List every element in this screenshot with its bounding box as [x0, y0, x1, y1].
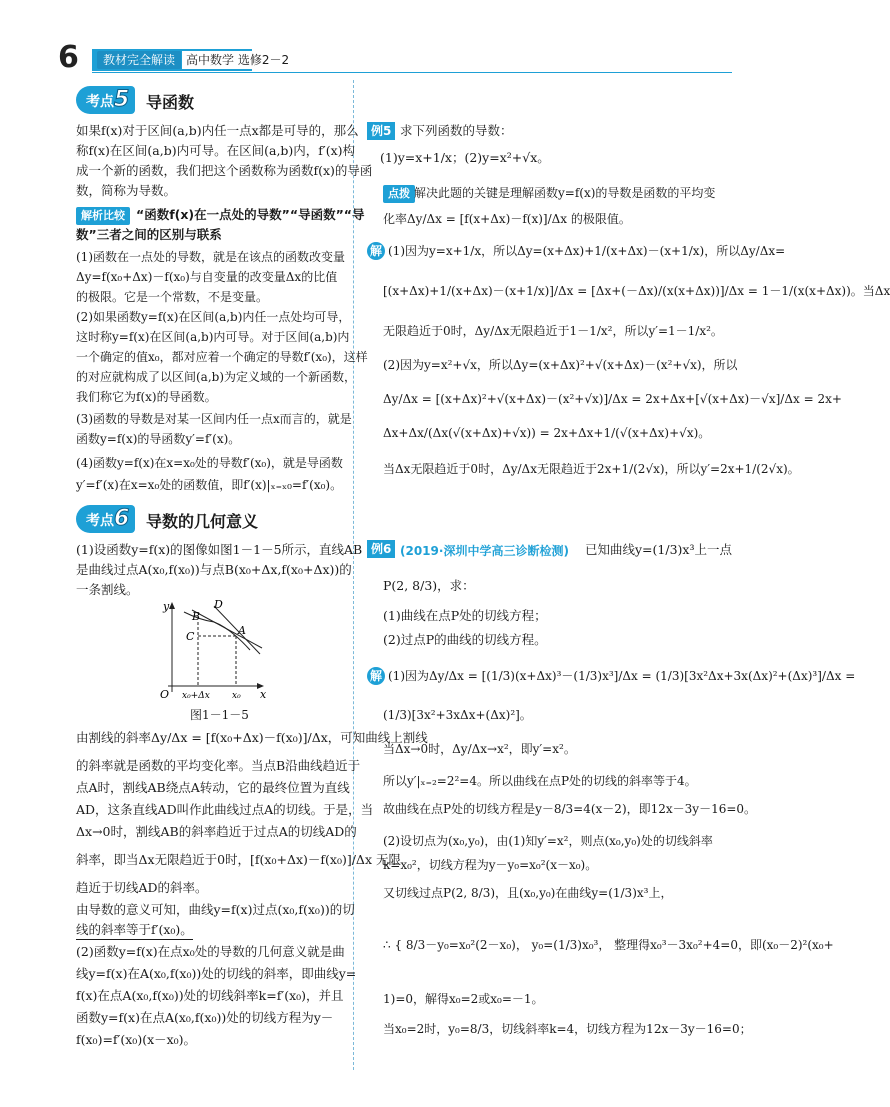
para-line: 线的斜率等于f′(x₀)。 — [76, 920, 193, 940]
para-line: 如果f(x)对于区间(a,b)内任一点x都是可导的，那么 — [76, 123, 359, 138]
label-d: D — [214, 598, 223, 611]
tick-x0-dx: x₀+Δx — [182, 691, 210, 701]
para-line: 一条割线。 — [76, 582, 139, 597]
header-subject: 高中数学 选修2－2 — [182, 51, 293, 69]
para-line: 称f(x)在区间(a,b)内可导。在区间(a,b)内，f′(x)构 — [76, 143, 356, 158]
example-6-question: P(2, 8/3)，求： — [383, 578, 475, 593]
para-line: AD，这条直线AD叫作此曲线过点A的切线。于是，当 — [76, 802, 374, 817]
solution-line: 故曲线在点P处的切线方程是y－8/3=4(x－2)，即12x－3y－16=0。 — [383, 802, 757, 816]
label-c: C — [186, 630, 195, 643]
solution-line: (2)因为y=x²+√x，所以Δy=(x+Δx)²+√(x+Δx)－(x²+√x)，所以 — [383, 358, 738, 372]
example-6-source: (2019·深圳中学高三诊断检测) — [400, 544, 569, 558]
solution-line: 当Δx→0时，Δy/Δx→x²，即y′=x²。 — [383, 742, 576, 756]
para-line: 点A时，割线AB绕点A转动，它的最终位置为直线 — [76, 780, 350, 795]
solution-5-tag: 解 — [367, 242, 385, 260]
compare-title: 数”三者之间的区别与联系 — [76, 227, 222, 242]
para-line: (1)设函数y=f(x)的图像如图1－1－5所示，直线AB — [76, 542, 363, 557]
compare-tag: 解析比较 — [76, 207, 130, 225]
compare-item: (1)函数在一点处的导数，就是在该点的函数改变量 — [76, 250, 345, 264]
solution-line: k=x₀²，切线方程为y－y₀=x₀²(x－x₀)。 — [383, 858, 598, 872]
para-line: (2)函数y=f(x)在点x₀处的导数的几何意义就是曲 — [76, 944, 345, 959]
solution-line: (2)设切点为(x₀,y₀)，由(1)知y′=x²，则点(x₀,y₀)处的切线斜率 — [383, 834, 713, 848]
hint-line: 化率Δy/Δx = [f(x+Δx)－f(x)]/Δx 的极限值。 — [383, 212, 631, 226]
compare-item: (4)函数y=f(x)在x=x₀处的导数f′(x₀)，就是导函数 — [76, 456, 343, 470]
example-5-question: 求下列函数的导数： — [400, 123, 513, 138]
solution-line: Δy/Δx = [(x+Δx)²+√(x+Δx)－(x²+√x)]/Δx = 2x+Δx+[√(x+Δx)－√x]/Δx = 2x+ — [383, 392, 842, 406]
header-rule — [92, 72, 732, 73]
label-a: A — [238, 624, 246, 637]
example-5-items: (1)y=x+1/x；(2)y=x²+√x。 — [380, 150, 550, 165]
compare-item: Δy=f(x₀+Δx)－f(x₀)与自变量的改变量Δx的比值 — [76, 270, 338, 284]
solution-line: (1)因为y=x+1/x，所以Δy=(x+Δx)+1/(x+Δx)－(x+1/x)，所以Δy/Δx= — [388, 244, 786, 258]
compare-item: 这时称y=f(x)在区间(a,b)内可导。对于区间(a,b)内 — [76, 330, 350, 344]
header-book-title: 教材完全解读 — [97, 51, 181, 69]
para-line: 由导数的意义可知，曲线y=f(x)过点(x₀,f(x₀))的切 — [76, 902, 355, 917]
para-line: 由割线的斜率Δy/Δx = [f(x₀+Δx)－f(x₀)]/Δx，可知曲线上割线 — [76, 730, 428, 745]
label-b: B — [192, 610, 201, 623]
solution-line: 又切线过点P(2, 8/3)，且(x₀,y₀)在曲线y=(1/3)x³上， — [383, 886, 673, 900]
solution-line: (1)因为Δy/Δx = [(1/3)(x+Δx)³－(1/3)x³]/Δx = (1/3)[3x²Δx+3x(Δx)²+(Δx)³]/Δx = — [388, 669, 856, 683]
hint-line: 解决此题的关键是理解函数y=f(x)的导数是函数的平均变 — [414, 186, 716, 200]
solution-line: Δx+Δx/(Δx(√(x+Δx)+√x)) = 2x+Δx+1/(√(x+Δx)+√x)。 — [383, 426, 711, 440]
section-badge-5: 考点5 — [76, 86, 135, 114]
section-badge-6: 考点6 — [76, 505, 135, 533]
figure-secant-tangent — [150, 600, 280, 700]
compare-item: 的极限。它是一个常数，不是变量。 — [76, 290, 269, 304]
solution-line: 当x₀=2时，y₀=8/3，切线斜率k=4，切线方程为12x－3y－16=0； — [383, 1022, 752, 1036]
para-line: 是曲线过点A(x₀,f(x₀))与点B(x₀+Δx,f(x₀+Δx))的 — [76, 562, 352, 577]
tangent-AD — [214, 606, 260, 654]
para-line: 数，简称为导数。 — [76, 183, 177, 198]
y-axis-arrow — [169, 602, 175, 609]
solution-line: [(x+Δx)+1/(x+Δx)－(x+1/x)]/Δx = [Δx+(－Δx)/(x(x+Δx))]/Δx = 1－1/(x(x+Δx))。当Δx — [383, 284, 890, 298]
hint-tag: 点拨 — [383, 185, 415, 203]
para-line: 的斜率就是函数的平均变化率。当点B沿曲线趋近于 — [76, 758, 361, 773]
para-line: f(x)在点A(x₀,f(x₀))处的切线斜率k=f′(x₀)，并且 — [76, 988, 344, 1003]
page-number: 6 — [58, 40, 79, 75]
compare-item: 我们称它为f(x)的导函数。 — [76, 390, 217, 404]
compare-item: 函数y=f(x)的导函数y′=f′(x)。 — [76, 432, 241, 446]
compare-item: 的对应就构成了以区间(a,b)为定义域的一个新函数， — [76, 370, 357, 384]
example-6-question: (2)过点P的曲线的切线方程。 — [383, 632, 547, 647]
solution-line: 所以y′|ₓ₌₂=2²=4。所以曲线在点P处的切线的斜率等于4。 — [383, 774, 697, 788]
compare-item: (3)函数的导数是对某一区间内任一点x而言的，就是 — [76, 412, 352, 426]
section-title-6: 导数的几何意义 — [146, 512, 259, 531]
compare-title: “函数f(x)在一点处的导数”“导函数”“导 — [136, 207, 365, 222]
para-line: 成一个新的函数，我们把这个函数称为函数f(x)的导函 — [76, 163, 373, 178]
label-o: O — [160, 688, 170, 701]
solution-6-tag: 解 — [367, 667, 385, 685]
example-6-tag: 例6 — [367, 540, 395, 558]
label-y: y — [163, 600, 170, 613]
tick-x0: x₀ — [232, 691, 241, 701]
example-6-question: 已知曲线y=(1/3)x³上一点 — [585, 542, 732, 557]
para-line: 斜率，即当Δx无限趋近于0时，[f(x₀+Δx)－f(x₀)]/Δx 无限 — [76, 852, 401, 867]
para-line: 趋近于切线AD的斜率。 — [76, 880, 208, 895]
solution-line: ∴ { 8/3－y₀=x₀²(2－x₀)， y₀=(1/3)x₀³， 整理得x₀³－3x₀²+4=0，即(x₀－2)²(x₀+ — [383, 938, 834, 952]
para-line: Δx→0时，割线AB的斜率趋近于过点A的切线AD的 — [76, 824, 357, 839]
para-line: 线y=f(x)在A(x₀,f(x₀))处的切线的斜率，即曲线y= — [76, 966, 357, 981]
compare-item: 一个确定的值x₀，都对应着一个确定的导数f′(x₀)，这样 — [76, 350, 368, 364]
section-title-5: 导函数 — [146, 93, 195, 112]
solution-line: 1)=0，解得x₀=2或x₀=－1。 — [383, 992, 544, 1006]
example-5-tag: 例5 — [367, 122, 395, 140]
para-line: 函数y=f(x)在点A(x₀,f(x₀))处的切线方程为y－ — [76, 1010, 334, 1025]
column-divider — [353, 80, 355, 1070]
figure-caption: 图1－1－5 — [190, 708, 249, 722]
solution-line: 无限趋近于0时，Δy/Δx无限趋近于1－1/x²，所以y′=1－1/x²。 — [383, 324, 723, 338]
solution-line: 当Δx无限趋近于0时，Δy/Δx无限趋近于2x+1/(2√x)，所以y′=2x+1/(2√x)。 — [383, 462, 800, 476]
example-6-question: (1)曲线在点P处的切线方程； — [383, 608, 547, 623]
solution-line: (1/3)[3x²+3xΔx+(Δx)²]。 — [383, 708, 532, 722]
secant-AB — [192, 610, 262, 648]
label-x: x — [260, 688, 267, 701]
compare-item: y′=f′(x)在x=x₀处的函数值，即f′(x)|ₓ₌ₓ₀=f′(x₀)。 — [76, 478, 343, 492]
compare-item: (2)如果函数y=f(x)在区间(a,b)内任一点处均可导， — [76, 310, 351, 324]
para-line: f(x₀)=f′(x₀)(x－x₀)。 — [76, 1032, 197, 1047]
